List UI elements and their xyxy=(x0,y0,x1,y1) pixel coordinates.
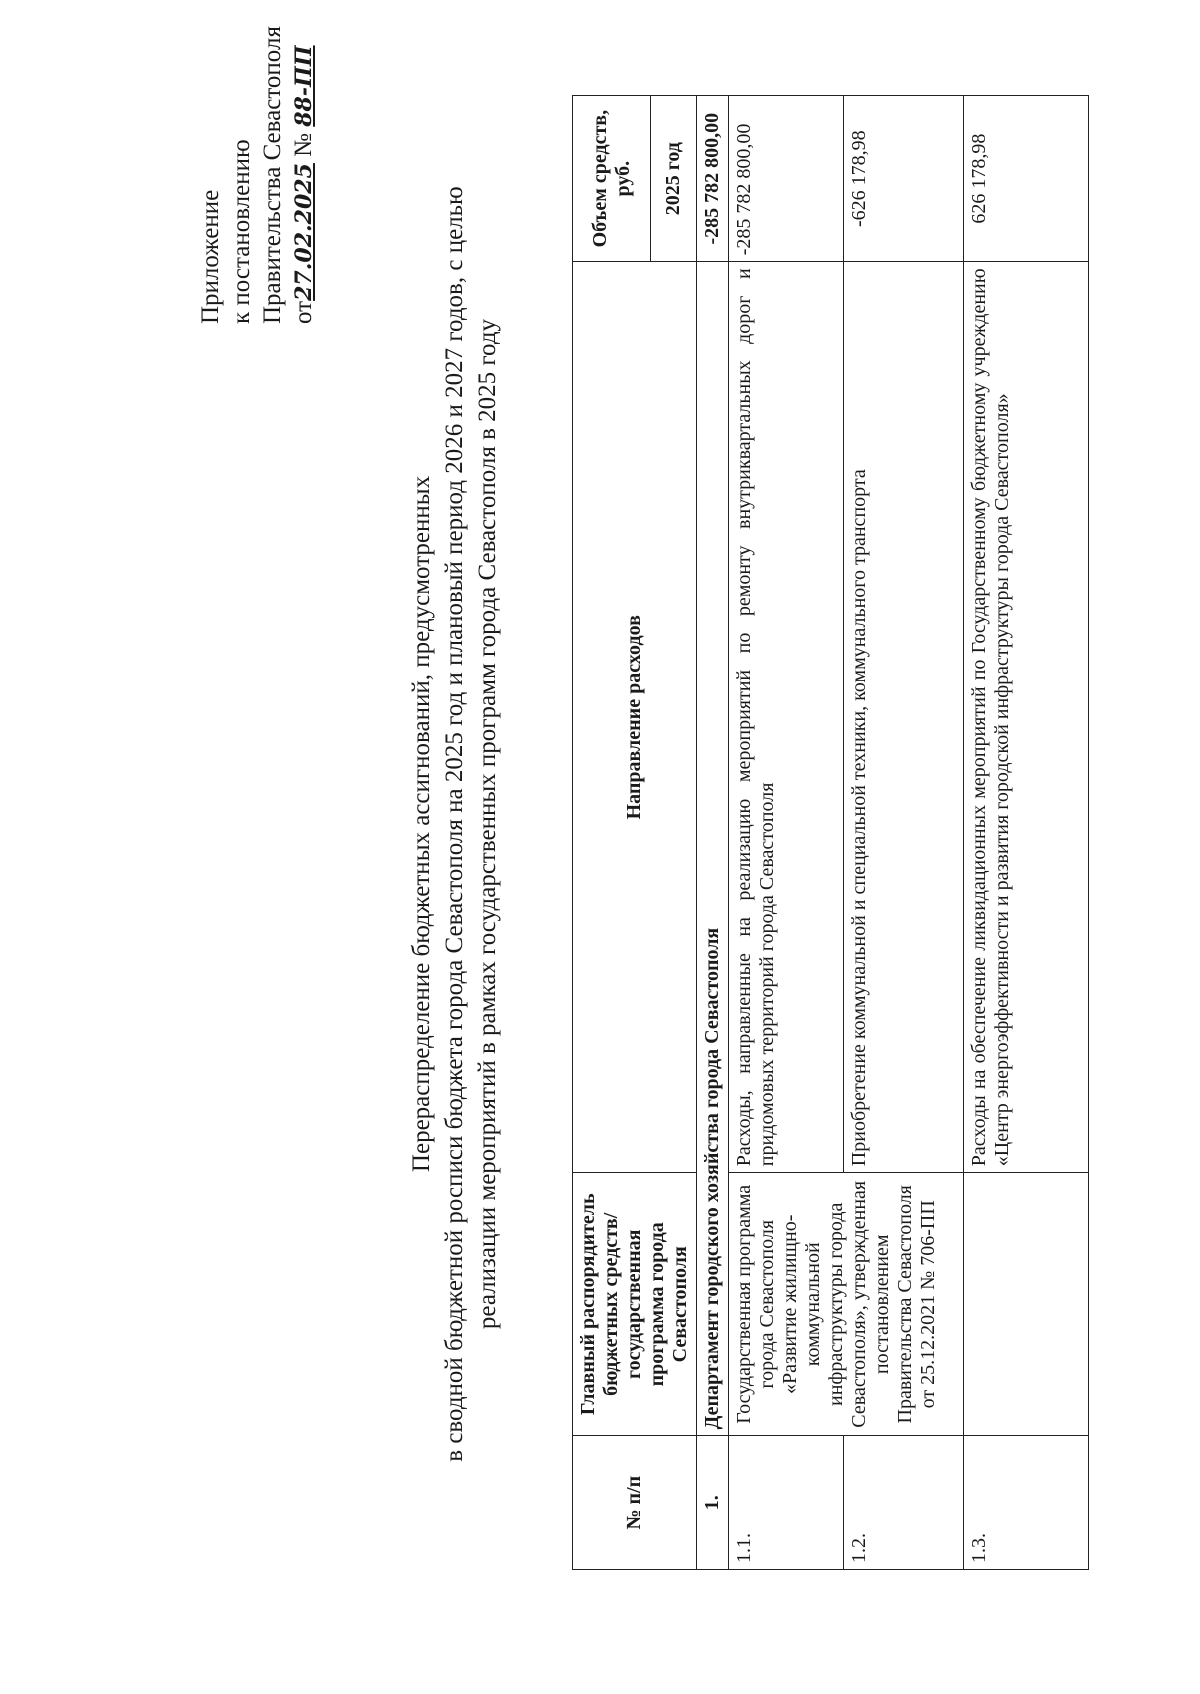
header-direction: Направление расходов xyxy=(573,262,697,1173)
header-sum: Объем средств, руб. xyxy=(573,96,651,262)
cell-num: 1.3. xyxy=(964,1436,1089,1570)
cell-direction: Расходы на обеспечение ликвидационных мероприятий по Государственному бюджетному учреждению «Центр энергоэффективности и развития городской инфраструктуры города Севастополя» xyxy=(964,262,1089,1173)
cell-program: Государственная программа города Севастополя «Развитие жилищно-коммунальной инфраструктуры города Севастополя», утвержденная постановлением Правительства Севастополя от 25.12.2021 № 706-ПП xyxy=(729,1173,964,1436)
cell-sum: -285 782 800,00 xyxy=(729,96,844,262)
cell-program-empty xyxy=(964,1173,1089,1436)
header-program: Главный распорядитель бюджетных средств/государственная программа города Севастополя xyxy=(573,1173,697,1436)
appendix-line-2: к постановлению xyxy=(228,139,255,324)
cell-num: 1. xyxy=(697,1436,729,1570)
cell-sum: 626 178,98 xyxy=(964,96,1089,262)
document-title xyxy=(405,144,504,1504)
allocation-table xyxy=(572,95,1089,1570)
cell-num: 1.1. xyxy=(729,1436,844,1570)
cell-sum: -285 782 800,00 xyxy=(697,96,729,262)
appendix-line-3: Правительства Севастополя xyxy=(259,26,286,324)
header-num: № п/п xyxy=(573,1436,697,1570)
table-row xyxy=(729,96,844,1570)
handwritten-number: 88-ПП xyxy=(291,45,317,127)
table-row xyxy=(964,96,1089,1570)
handwritten-date: 27.02.2025 xyxy=(291,163,317,301)
cell-sum: -626 178,98 xyxy=(844,96,964,262)
cell-department-name: Департамент городского хозяйства города Севастополя xyxy=(697,262,729,1436)
table-row-department xyxy=(697,96,729,1570)
appendix-line-1: Приложение xyxy=(197,189,224,324)
number-label: № xyxy=(290,133,317,157)
appendix-date-line xyxy=(288,26,320,324)
cell-num: 1.2. xyxy=(844,1436,964,1570)
appendix-block xyxy=(195,26,320,324)
title-line-1: Перераспределение бюджетных ассигнований, предусмотренных xyxy=(408,475,435,1173)
title-line-2: в сводной бюджетной росписи бюджета города Севастополя на 2025 год и плановый период 2026 и 2027 годов, с целью xyxy=(441,186,468,1462)
header-year: 2025 год xyxy=(651,96,697,262)
title-line-3: реализации мероприятий в рамках государственных программ города Севастополя в 2025 году xyxy=(474,318,501,1330)
cell-direction: Приобретение коммунальной и специальной техники, коммунального транспорта xyxy=(844,262,964,1173)
header-row xyxy=(573,96,651,1570)
from-label: от xyxy=(290,300,317,324)
cell-direction: Расходы, направленные на реализацию мероприятий по ремонту внутриквартальных дорог и придомовых территорий города Севастополя xyxy=(729,262,844,1173)
